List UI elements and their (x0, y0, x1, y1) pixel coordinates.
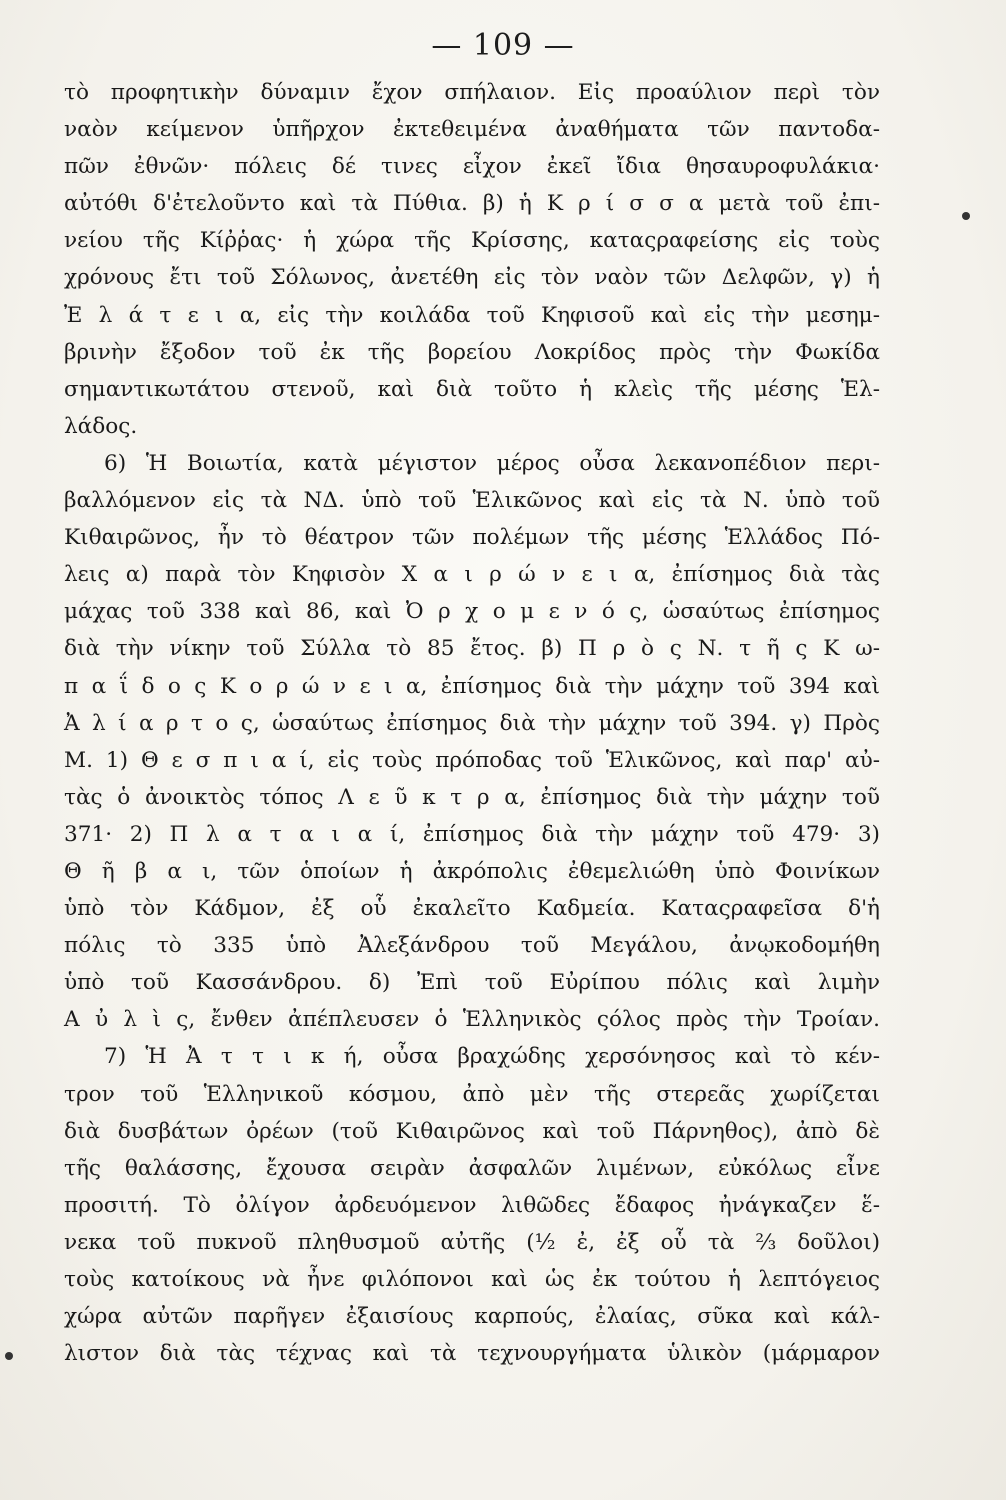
text-line: νείου τῆς Κίῤῥας· ἡ χώρα τῆς Κρίσσης, καταςραφείσης εἰς τοὺς (64, 228, 880, 254)
text-line: τρον τοῦ Ἑλληνικοῦ κόσμου, ἀπὸ μὲν τῆς στερεᾶς χωρίζεται (64, 1081, 880, 1107)
paragraph-start-line: 6) Ἡ Βοιωτία, κατὰ μέγιστον μέρος οὖσα λεκανοπέδιον περι- (104, 450, 880, 476)
text-line: 371· 2) Π λ α τ α ι α ί, ἐπίσημος διὰ τὴν μάχην τοῦ 479· 3) (64, 821, 880, 847)
text-line: νεκα τοῦ πυκνοῦ πληθυσμοῦ αὐτῆς (½ ἐ, ἐξ οὗ τὰ ⅔ δοῦλοι) (64, 1229, 880, 1255)
body-text (64, 74, 880, 1372)
ink-speck (5, 1352, 13, 1360)
text-line: πῶν ἐθνῶν· πόλεις δέ τινες εἶχον ἐκεῖ ἴδια θησαυροφυλάκια· (64, 154, 880, 180)
text-line: λάδος. (64, 413, 138, 439)
text-line: Α ὐ λ ὶ ς, ἔνθεν ἀπέπλευσεν ὁ Ἑλληνικὸς ςόλος πρὸς τὴν Τροίαν. (64, 1007, 880, 1033)
paragraph-start-line: 7) Ἡ Ἀ τ τ ι κ ή, οὖσα βραχώδης χερσόνησος καὶ τὸ κέν- (104, 1044, 880, 1070)
text-line: σημαντικωτάτου στενοῦ, καὶ διὰ τοῦτο ἡ κλεὶς τῆς μέσης Ἑλ- (64, 376, 880, 402)
text-line: βαλλόμενον εἰς τὰ ΝΔ. ὑπὸ τοῦ Ἑλικῶνος καὶ εἰς τὰ Ν. ὑπὸ τοῦ (64, 488, 880, 514)
text-line: πόλις τὸ 335 ὑπὸ Ἀλεξάνδρου τοῦ Μεγάλου, ἀνῳκοδομήθη (64, 933, 880, 959)
text-line: τὸ προφητικὴν δύναμιν ἔχον σπήλαιον. Εἰς προαύλιον περὶ τὸν (64, 80, 880, 105)
text-line: ὑπὸ τοῦ Κασσάνδρου. δ) Ἐπὶ τοῦ Εὐρίπου πόλις καὶ λιμὴν (64, 970, 880, 996)
text-line: αὐτόθι δ'ἐτελοῦντο καὶ τὰ Πύθια. β) ἡ Κ ρ ί σ σ α μετὰ τοῦ ἐπι- (64, 191, 880, 217)
text-line: ὑπὸ τὸν Κάδμον, ἐξ οὗ ἐκαλεῖτο Καδμεία. Καταςραφεῖσα δ'ἡ (64, 896, 880, 922)
text-line: Ἐ λ ά τ ε ι α, εἰς τὴν κοιλάδα τοῦ Κηφισοῦ καὶ εἰς τὴν μεσημ- (64, 302, 880, 328)
text-line: ναὸν κείμενον ὑπῆρχον ἐκτεθειμένα ἀναθήματα τῶν παντοδα- (64, 117, 880, 143)
text-line: Ἀ λ ί α ρ τ ο ς, ὡσαύτως ἐπίσημος διὰ τὴν μάχην τοῦ 394. γ) Πρὸς (64, 710, 880, 736)
text-line: διὰ δυσβάτων ὀρέων (τοῦ Κιθαιρῶνος καὶ τοῦ Πάρνηθος), ἀπὸ δὲ (64, 1118, 880, 1144)
text-line: τῆς θαλάσσης, ἔχουσα σειρὰν ἀσφαλῶν λιμένων, εὐκόλως εἶνε (64, 1155, 880, 1181)
text-line: Μ. 1) Θ ε σ π ι α ί, εἰς τοὺς πρόποδας τοῦ Ἑλικῶνος, καὶ παρ' αὐ- (64, 747, 880, 773)
text-line: π α ΐ δ ο ς Κ ο ρ ώ ν ε ι α, ἐπίσημος διὰ τὴν μάχην τοῦ 394 καὶ (64, 673, 880, 699)
ink-speck (962, 212, 970, 220)
page-number: — 109 — (431, 28, 575, 63)
text-line: χρόνους ἔτι τοῦ Σόλωνος, ἀνετέθη εἰς τὸν ναὸν τῶν Δελφῶν, γ) ἡ (64, 265, 880, 291)
text-line: λεις α) παρὰ τὸν Κηφισὸν Χ α ι ρ ώ ν ε ι α, ἐπίσημος διὰ τὰς (64, 562, 880, 588)
text-line: τοὺς κατοίκους νὰ ἦνε φιλόπονοι καὶ ὡς ἐκ τούτου ἡ λεπτόγειος (64, 1267, 880, 1292)
text-line: λιστον διὰ τὰς τέχνας καὶ τὰ τεχνουργήματα ὑλικὸν (μάρμαρον (64, 1341, 880, 1367)
text-line: Θ ῆ β α ι, τῶν ὁποίων ἡ ἀκρόπολις ἐθεμελιώθη ὑπὸ Φοινίκων (64, 858, 880, 884)
text-line: Κιθαιρῶνος, ἦν τὸ θέατρον τῶν πολέμων τῆς μέσης Ἑλλάδος Πό- (64, 525, 880, 551)
text-line: διὰ τὴν νίκην τοῦ Σύλλα τὸ 85 ἔτος. β) Π ρ ὸ ς Ν. τ ῆ ς Κ ω- (64, 636, 880, 662)
text-line: βρινὴν ἔξοδον τοῦ ἐκ τῆς βορείου Λοκρίδος πρὸς τὴν Φωκίδα (64, 339, 880, 365)
text-line: χώρα αὐτῶν παρῆγεν ἐξαισίους καρπούς, ἐλαίας, σῦκα καὶ κάλ- (64, 1304, 880, 1330)
text-line: μάχας τοῦ 338 καὶ 86, καὶ Ὀ ρ χ ο μ ε ν ό ς, ὡσαύτως ἐπίσημος (64, 599, 880, 625)
text-line: προσιτή. Τὸ ὀλίγον ἀρδευόμενον λιθῶδες ἔδαφος ἠνάγκαζεν ἕ- (64, 1192, 880, 1218)
text-line: τὰς ὁ ἀνοικτὸς τόπος Λ ε ῦ κ τ ρ α, ἐπίσημος διὰ τὴν μάχην τοῦ (64, 784, 880, 810)
